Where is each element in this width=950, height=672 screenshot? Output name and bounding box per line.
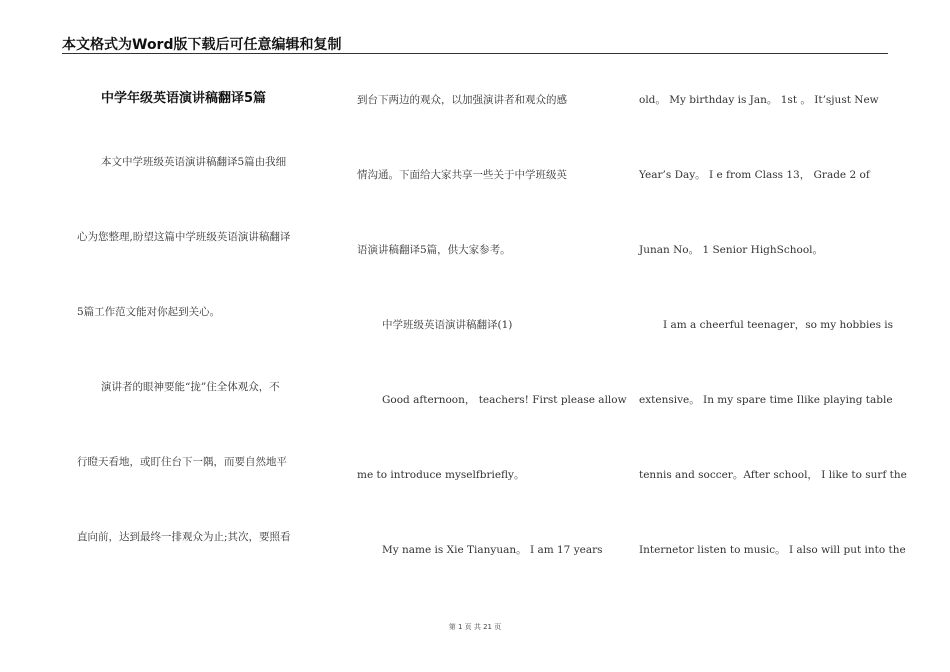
col2-line: 到台下两边的观众，以加强演讲者和观众的感 (357, 94, 567, 106)
col3-line: old。 My birthday is Jan。 1st 。 It’sjust New (639, 94, 879, 106)
col1-line: 行瞪天看地，或盯住台下一隅，而要自然地平 (77, 456, 287, 468)
header-rule (62, 53, 888, 54)
section-heading: 中学班级英语演讲稿翻译(1) (382, 319, 513, 331)
col3-line: tennis and soccer。After school， I like to surf the (639, 469, 907, 481)
col2-line: 语演讲稿翻译5篇，供大家参考。 (357, 244, 511, 256)
col2-line: 情沟通。下面给大家共享一些关于中学班级英 (357, 169, 567, 181)
col3-line: I am a cheerful teenager，so my hobbies is (663, 319, 894, 331)
page-footer: 第 1 页 共 21 页 (448, 623, 502, 631)
col1-line: 演讲者的眼神要能“拢”住全体观众，不 (101, 381, 280, 393)
col1-line: 直向前，达到最终一排观众为止;其次，要照看 (77, 531, 291, 543)
header-banner: 本文格式为Word版下载后可任意编辑和复制 (62, 37, 342, 53)
col2-line: Good afternoon， teachers! First please allow (382, 394, 627, 406)
col3-line: Internetor listen to music。 I also will put into the (639, 544, 906, 556)
col3-line: extensive。 In my spare time Ilike playing table (639, 394, 893, 406)
col3-line: Year’s Day。 I e from Class 13， Grade 2 of (639, 169, 870, 181)
col1-line: 5篇工作范文能对你起到关心。 (77, 306, 221, 318)
col2-line: My name is Xie Tianyuan。 I am 17 years (382, 544, 603, 556)
page-title: 中学年级英语演讲稿翻译5篇 (101, 91, 267, 106)
col1-line: 本文中学班级英语演讲稿翻译5篇由我细 (101, 156, 287, 168)
col3-line: Junan No。 1 Senior HighSchool。 (639, 244, 824, 256)
col2-line: me to introduce myselfbriefly。 (357, 469, 525, 481)
col1-line: 心为您整理,盼望这篇中学班级英语演讲稿翻译 (77, 231, 291, 243)
